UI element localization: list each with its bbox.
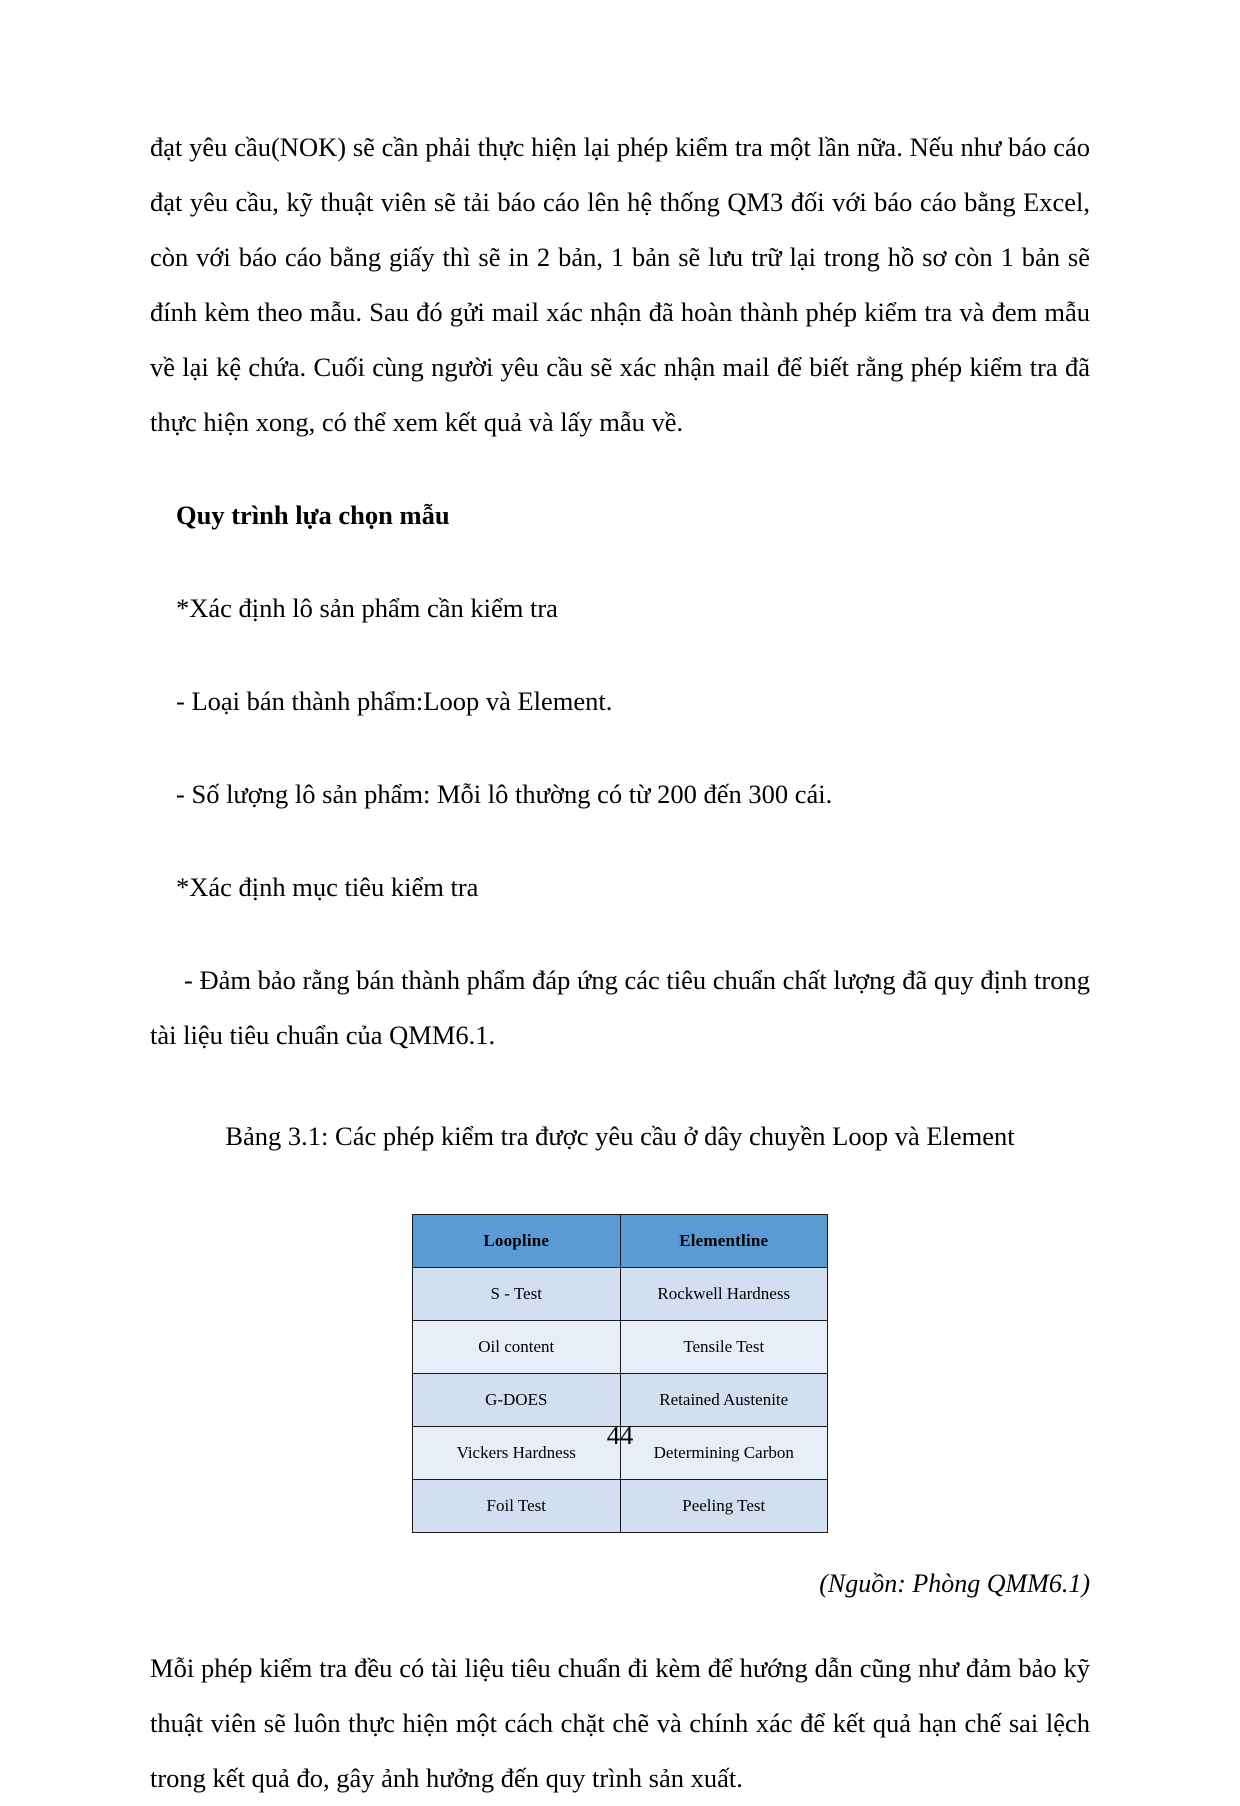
table-body [413, 1268, 828, 1533]
list-item-identify-objective: *Xác định mục tiêu kiểm tra [176, 872, 479, 902]
table-head [413, 1215, 828, 1268]
cell-elementline: Determining Carbon [620, 1427, 828, 1480]
table-header-row [413, 1215, 828, 1268]
list-item-product-type: - Loại bán thành phẩm:Loop và Element. [176, 686, 613, 716]
cell-loopline: Vickers Hardness [413, 1427, 621, 1480]
table-row [413, 1321, 828, 1374]
cell-elementline: Peeling Test [620, 1480, 828, 1533]
page-number: 44 [606, 1420, 634, 1450]
cell-loopline: S - Test [413, 1268, 621, 1321]
column-header-loopline: Loopline [413, 1215, 621, 1268]
cell-elementline: Rockwell Hardness [620, 1268, 828, 1321]
inspection-table [412, 1214, 828, 1533]
table-container [150, 1214, 1090, 1533]
cell-loopline: Oil content [413, 1321, 621, 1374]
column-header-elementline: Elementline [620, 1215, 828, 1268]
table-row [413, 1374, 828, 1427]
cell-elementline: Tensile Test [620, 1321, 828, 1374]
page-content [150, 120, 1090, 1806]
table-row [413, 1480, 828, 1533]
section-heading: Quy trình lựa chọn mẫu [176, 500, 450, 530]
closing-paragraph: Mỗi phép kiểm tra đều có tài liệu tiêu chuẩn đi kèm để hướng dẫn cũng như đảm bảo kỹ thuật viên sẽ luôn thực hiện một cách chặt chẽ và chính xác để kết quả hạn chế sai lệch trong kết quả đo, gây ảnh hưởng đến quy trình sản xuất. [150, 1653, 1090, 1793]
cell-loopline: G-DOES [413, 1374, 621, 1427]
table-caption: Bảng 3.1: Các phép kiểm tra được yêu cầu ở dây chuyền Loop và Element [225, 1121, 1015, 1151]
table-row [413, 1268, 828, 1321]
list-item-identify-lot: *Xác định lô sản phẩm cần kiểm tra [176, 593, 558, 623]
table-source-note: (Nguồn: Phòng QMM6.1) [819, 1569, 1090, 1598]
intro-paragraph: đạt yêu cầu(NOK) sẽ cần phải thực hiện lại phép kiểm tra một lần nữa. Nếu như báo cáo đạt yêu cầu, kỹ thuật viên sẽ tải báo cáo lên hệ thống QM3 đối với báo cáo bằng Excel, còn với báo cáo bằng giấy thì sẽ in 2 bản, 1 bản sẽ lưu trữ lại trong hồ sơ còn 1 bản sẽ đính kèm theo mẫu. Sau đó gửi mail xác nhận đã hoàn thành phép kiểm tra và đem mẫu về lại kệ chứa. Cuối cùng người yêu cầu sẽ xác nhận mail để biết rằng phép kiểm tra đã thực hiện xong, có thể xem kết quả và lấy mẫu về. [150, 132, 1090, 437]
list-item-quality-guarantee: - Đảm bảo rằng bán thành phẩm đáp ứng các tiêu chuẩn chất lượng đã quy định trong tài liệu tiêu chuẩn của QMM6.1. [150, 965, 1090, 1050]
list-item-lot-quantity: - Số lượng lô sản phẩm: Mỗi lô thường có từ 200 đến 300 cái. [176, 779, 833, 809]
cell-loopline: Foil Test [413, 1480, 621, 1533]
cell-elementline: Retained Austenite [620, 1374, 828, 1427]
